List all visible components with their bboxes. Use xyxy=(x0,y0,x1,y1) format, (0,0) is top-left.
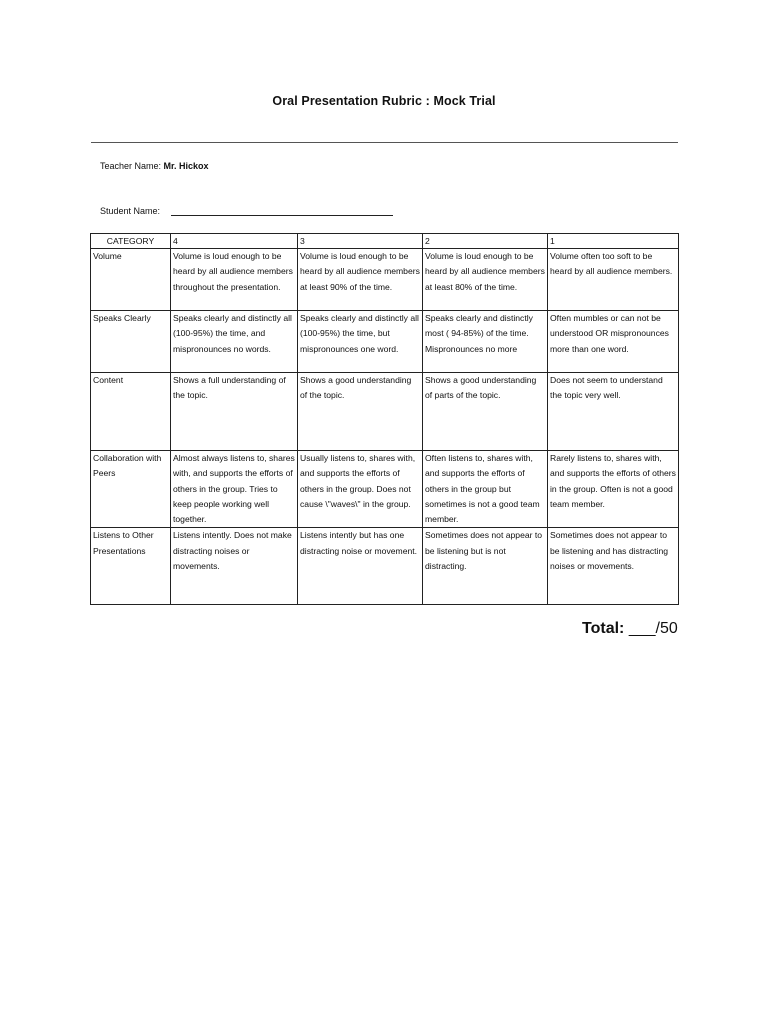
criteria-cell: Usually listens to, shares with, and supports the efforts of others in the group. Does not cause \"waves\" in the group. xyxy=(298,451,423,528)
criteria-cell: Shows a good understanding of the topic. xyxy=(298,373,423,451)
header-score-1: 1 xyxy=(548,234,679,249)
criteria-cell: Listens intently. Does not make distracting noises or movements. xyxy=(171,528,298,605)
rubric-header-row xyxy=(91,234,679,249)
header-score-4: 4 xyxy=(171,234,298,249)
criteria-cell: Shows a full understanding of the topic. xyxy=(171,373,298,451)
criteria-cell: Speaks clearly and distinctly all (100-95%) the time, and mispronounces no words. xyxy=(171,311,298,373)
teacher-name-value: Mr. Hickox xyxy=(163,161,209,171)
table-row xyxy=(91,249,679,311)
criteria-cell: Does not seem to understand the topic very well. xyxy=(548,373,679,451)
criteria-cell: Often listens to, shares with, and supports the efforts of others in the group but sometimes is not a good team member. xyxy=(423,451,548,528)
criteria-cell: Speaks clearly and distinctly all (100-95%) the time, but mispronounces one word. xyxy=(298,311,423,373)
page-title: Oral Presentation Rubric : Mock Trial xyxy=(272,94,496,108)
total-score xyxy=(582,620,678,638)
criteria-cell: Speaks clearly and distinctly most ( 94-85%) of the time. Mispronounces no more xyxy=(423,311,548,373)
student-name-blank[interactable] xyxy=(171,206,393,216)
student-name-label: Student Name: xyxy=(100,206,161,216)
criteria-cell: Almost always listens to, shares with, and supports the efforts of others in the group. Tries to keep people working well together. xyxy=(171,451,298,528)
table-row xyxy=(91,451,679,528)
header-category: CATEGORY xyxy=(91,234,171,249)
criteria-cell: Volume is loud enough to be heard by all audience members throughout the presentation. xyxy=(171,249,298,311)
category-cell: Listens to Other Presentations xyxy=(91,528,171,605)
total-label: Total: xyxy=(582,620,625,637)
criteria-cell: Sometimes does not appear to be listening and has distracting noises or movements. xyxy=(548,528,679,605)
header-score-2: 2 xyxy=(423,234,548,249)
category-cell: Content xyxy=(91,373,171,451)
title-divider xyxy=(91,142,678,143)
teacher-name-label: Teacher Name: xyxy=(100,161,162,171)
criteria-cell: Volume is loud enough to be heard by all audience members at least 80% of the time. xyxy=(423,249,548,311)
total-value: ___/50 xyxy=(628,620,678,637)
criteria-cell: Listens intently but has one distracting noise or movement. xyxy=(298,528,423,605)
rubric-table xyxy=(90,233,679,605)
criteria-cell: Often mumbles or can not be understood OR mispronounces more than one word. xyxy=(548,311,679,373)
table-row xyxy=(91,311,679,373)
criteria-cell: Sometimes does not appear to be listening but is not distracting. xyxy=(423,528,548,605)
category-cell: Speaks Clearly xyxy=(91,311,171,373)
category-cell: Volume xyxy=(91,249,171,311)
table-row xyxy=(91,528,679,605)
table-row xyxy=(91,373,679,451)
header-score-3: 3 xyxy=(298,234,423,249)
student-name-row xyxy=(100,206,393,216)
criteria-cell: Volume is loud enough to be heard by all audience members at least 90% of the time. xyxy=(298,249,423,311)
criteria-cell: Shows a good understanding of parts of the topic. xyxy=(423,373,548,451)
teacher-name-row xyxy=(100,161,209,171)
category-cell: Collaboration with Peers xyxy=(91,451,171,528)
criteria-cell: Rarely listens to, shares with, and supports the efforts of others in the group. Often is not a good team member. xyxy=(548,451,679,528)
criteria-cell: Volume often too soft to be heard by all audience members. xyxy=(548,249,679,311)
